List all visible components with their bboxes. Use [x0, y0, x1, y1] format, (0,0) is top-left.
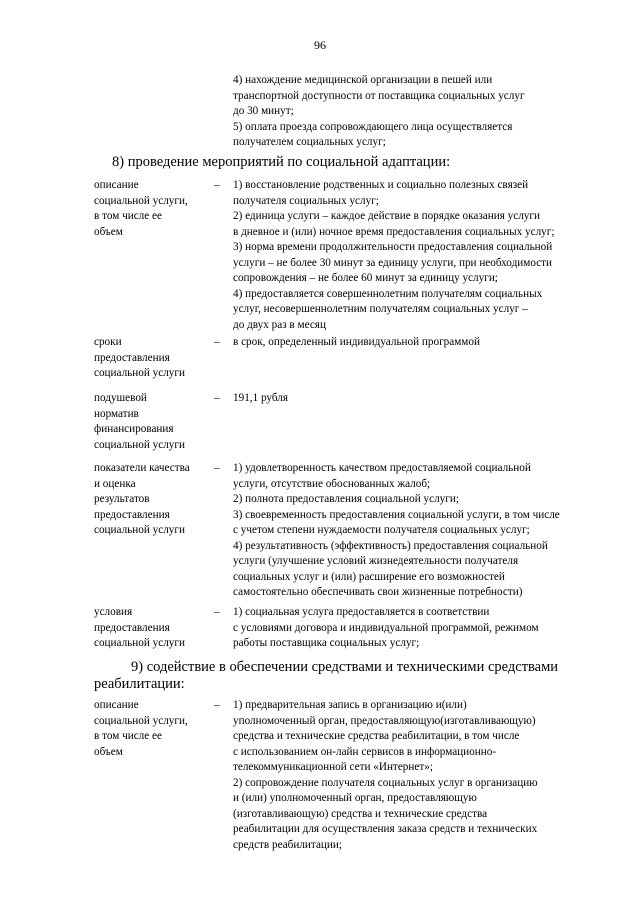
- list-item: 2) единица услуги – каждое действие в порядке оказания услуги в дневное и (или) ночное время предоставления социальных услуг;: [233, 210, 555, 238]
- row-label: показатели качества и оценка результатов предоставления социальной услуги: [94, 462, 190, 536]
- row-label: описание социальной услуги, в том числе ее объем: [94, 699, 188, 758]
- list-item: 4) результативность (эффективность) предоставления социальной услуги (улучшение условий жизнедеятельности получателя социальных услуг и (или) расширение его возможностей самостоятельно обеспечивать свои жизненные потребности): [233, 539, 548, 598]
- row-dash: –: [214, 462, 220, 474]
- page-number: 96: [314, 38, 326, 52]
- row-dash: –: [214, 392, 220, 404]
- row-content: [233, 605, 613, 652]
- list-item: 1) восстановление родственных и социально полезных связей получателя социальных услуг;: [233, 179, 529, 207]
- row-label: сроки предоставления социальной услуги: [94, 336, 185, 379]
- continuation-item: 4) нахождение медицинской организации в пешей или транспортной доступности от поставщика социальных услуг до 30 минут;: [233, 74, 525, 117]
- row-dash: –: [214, 336, 220, 348]
- row-dash: –: [214, 699, 220, 711]
- list-item: 3) норма времени продолжительности предоставления социальной услуги – не более 30 минут за единицу услуги, при необходимости сопровождения – не более 60 минут за единицу услуги;: [233, 241, 553, 284]
- row-label: описание социальной услуги, в том числе ее объем: [94, 179, 188, 238]
- row-content: [233, 335, 613, 351]
- list-item: 3) своевременность предоставления социальной услуги, в том числе с учетом степени нуждаемости получателя социальных услуг;: [233, 508, 560, 536]
- list-item: в срок, определенный индивидуальной программой: [233, 336, 480, 348]
- section-9-heading-cont: реабилитации:: [94, 676, 185, 692]
- row-label: подушевой норматив финансирования социальной услуги: [94, 392, 185, 451]
- list-item: 2) полнота предоставления социальной услуги;: [233, 493, 459, 505]
- row-content: [233, 461, 613, 601]
- row-dash: –: [214, 179, 220, 191]
- list-item: 1) предварительная запись в организацию и(или) уполномоченный орган, предоставляющую(изготавливающую) средства и технические средства реабилитации, в том числе с использованием он-лайн сервисов в информационно- телекоммуникационной сети «Интернет»;: [233, 699, 536, 773]
- row-content: [233, 698, 613, 853]
- continuation-block: [233, 73, 613, 151]
- list-item: 2) сопровождение получателя социальных услуг в организацию и (или) уполномоченный орган, предоставляющую (изготавливающую) средства и технические средства реабилитации для осуществления заказа средств и технических средств реабилитации;: [233, 776, 538, 851]
- row-content: [233, 178, 613, 333]
- row-dash: –: [214, 606, 220, 618]
- list-item: 4) предоставляется совершеннолетним получателям социальных услуг, несовершеннолетним получателям социальных услуг – до двух раз в месяц: [233, 287, 543, 331]
- row-label: условия предоставления социальной услуги: [94, 606, 185, 649]
- section-9-heading: 9) содействие в обеспечении средствами и техническими средствами: [131, 659, 559, 675]
- list-item: 191,1 рубля: [233, 392, 289, 404]
- list-item: 1) удовлетворенность качеством предоставляемой социальной услуги, отсутствие обоснованных жалоб;: [233, 462, 531, 490]
- section-8-heading: 8) проведение мероприятий по социальной адаптации:: [112, 154, 451, 170]
- list-item: 1) социальная услуга предоставляется в соответствии с условиями договора и индивидуальной программой, режимом работы поставщика социальных услуг;: [233, 606, 539, 649]
- continuation-item: 5) оплата проезда сопровождающего лица осуществляется получателем социальных услуг;: [233, 120, 513, 148]
- row-content: [233, 391, 613, 407]
